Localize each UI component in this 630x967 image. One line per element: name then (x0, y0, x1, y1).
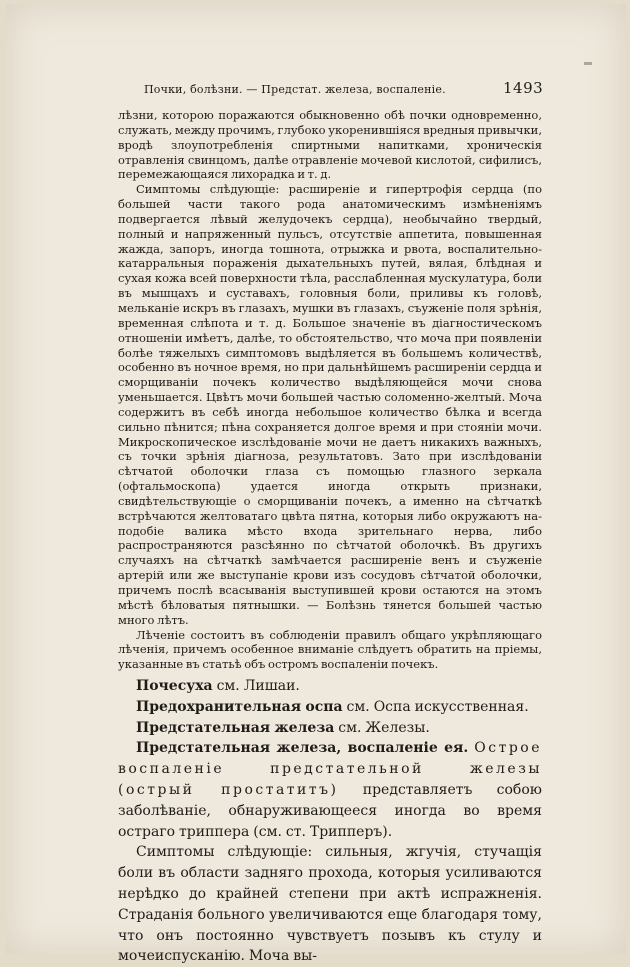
book-page (6, 4, 626, 965)
entry-reference: см. Оспа искусственная. (342, 698, 529, 715)
small-print-section (118, 108, 542, 672)
entry-term: Предохранительная оспа (136, 698, 343, 715)
page-number: 1493 (503, 79, 544, 97)
ink-mark (584, 62, 592, 65)
paragraph-continuation: лѣзни, которою поражаются обыкновенно обѣ почки одновременно, служать, между прочимъ, глубоко укоренившіяся вредныя привычки, вродѣ злоупотребленія спиртными напитками, хроническія отравленія свинцомъ, далѣе отравленіе мочевой кислотой, сифилисъ, перемежающаяся лихорадка и т. д. (118, 108, 542, 182)
main-entry-text: представляетъ собою заболѣваніе, обнаруживающееся иногда во время остраго триппера (см. ст. Трипперъ). (118, 782, 542, 840)
main-entry-paragraph (118, 738, 542, 842)
entry-term: Почесуха (136, 678, 213, 695)
page-body (118, 108, 542, 967)
entry-reference: см. Лишаи. (212, 678, 300, 695)
entry-term: Предстательная железа (136, 719, 335, 736)
entry-pochesukha (118, 676, 542, 697)
paragraph-symptoms: Симптомы слѣдующіе: расширеніе и гипертрофія сердца (по большей части такого рода анатомическимъ измѣненіямъ подвергается лѣвый желудочекъ сердца), необычайно твердый, полный и напряженный пульсъ, отсутствіе аппетита, повышенная жажда, запоръ, иногда тошнота, отрыжка и рвота, воспалительно-катарральныя пораженія дыхательныхъ путей, вялая, блѣдная и сухая кожа всей поверхности тѣла, расслабленная мускулатура, боли въ мышцахъ и суставахъ, головныя боли, приливы къ головѣ, мельканіе искръ въ глазахъ, мушки въ глазахъ, съуженіе поля зрѣнія, временная слѣпота и т. д. Большое значеніе въ діагностическомъ отношеніи имѣетъ, далѣе, то обстоятельство, что моча при появленіи болѣе тяжелыхъ симптомовъ выдѣляется въ большемъ количествѣ, особенно въ ночное время, но при дальнѣйшемъ расширеніи сердца и сморщиваніи почекъ количество выдѣляющейся мочи снова уменьшается. Цвѣтъ мочи большей частью соломенно-желтый. Моча содержитъ въ себѣ иногда небольшое количество бѣлка и всегда сильно пѣнится; пѣна сохраняется долгое время и при стояніи мочи. Микроскопическое изслѣдованіе мочи не даетъ никакихъ важныхъ, съ точки зрѣнія діагноза, результатовъ. Зато при изслѣдованіи сѣтчатой оболочки глаза съ помощью глазного зеркала (офтальмоскопа) удается иногда открыть признаки, свидѣтельствующіе о сморщиваніи почекъ, а именно на сѣтчаткѣ встрѣчаются желтоватаго цвѣта пятна, которыя либо окружаютъ на-подобіе валика мѣсто входа зрительнаго нерва, либо распространяются разсѣянно по сѣтчатой оболочкѣ. Въ другихъ случаяхъ на сѣтчаткѣ замѣчается расширеніе венъ и съуженіе артерій или же выступаніе крови изъ сосудовъ сѣтчатой оболочки, причемъ послѣ всасыванія выступившей крови остаются на этомъ мѣстѣ бѣловатыя пятнышки. — Болѣзнь тянется большей частью много лѣтъ. (118, 182, 542, 627)
running-header: Почки, болѣзни. — Предстат. железа, воспаленіе. (144, 83, 446, 96)
paragraph-final-symptoms: Симптомы слѣдующіе: сильныя, жгучія, стучащія боли въ области задняго прохода, которыя усиливаются нерѣдко до крайней степени при актѣ испражненія. Страданія больного увеличиваются еще благодаря тому, что онъ постоянно чувствуетъ позывъ къ стулу и мочеиспусканію. Моча вы- (118, 844, 542, 965)
main-entry-spaced-text: Острое воспаленіе предстательной железы (острый простатитъ) (118, 740, 542, 799)
large-print-section (118, 676, 542, 967)
main-entry-term: Предстательная железа, воспаленіе ея. (136, 740, 469, 757)
entry-predstatelnaya-zheleza (118, 718, 542, 739)
entry-predokhranitelnaya-ospa (118, 697, 542, 718)
entry-reference: см. Железы. (334, 719, 430, 736)
paragraph-treatment: Лѣченіе состоитъ въ соблюденіи правилъ общаго укрѣпляющаго лѣченія, причемъ особенное вниманіе слѣдуетъ обратить на пріемы, указанные въ статьѣ объ остромъ воспаленіи почекъ. (118, 627, 542, 672)
